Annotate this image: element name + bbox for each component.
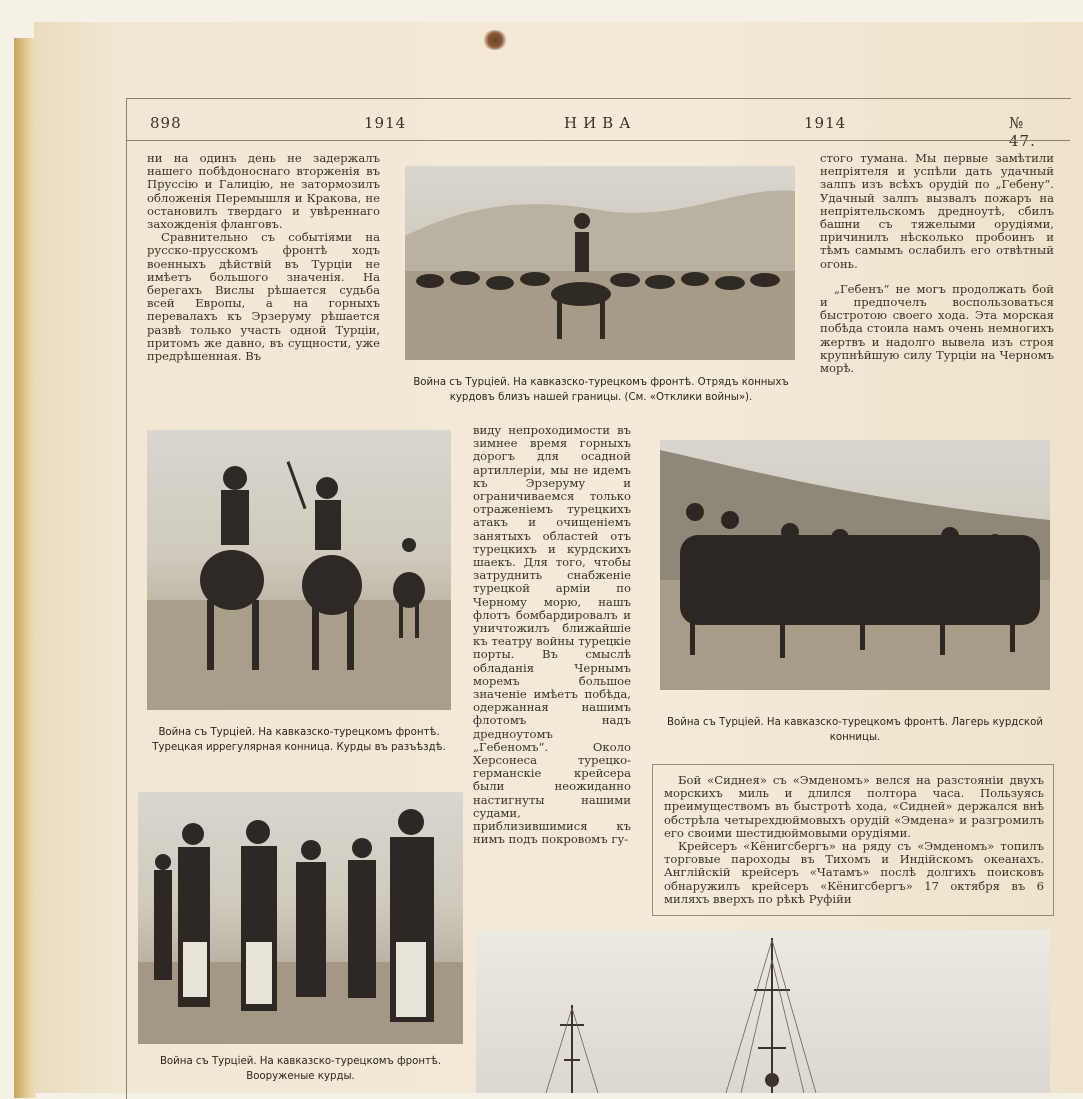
header-rule	[126, 140, 1070, 141]
paragraph: „Гебенъ“ не могъ продолжать бой и предпочелъ воспользоваться быстротою своего хода. Эта морская побѣда стоила намъ очень немногихъ жертвъ и надолго вывела изъ строя крупнѣйшую силу Турціи на Черномъ морѣ.	[820, 281, 1054, 376]
year-left: 1914	[364, 114, 407, 132]
photo-kurdish-cavalry-camp	[660, 440, 1050, 690]
year-right: 1914	[804, 114, 847, 132]
article-column-3	[820, 152, 1054, 375]
photo-kurdish-cavalry-detachment	[405, 166, 795, 360]
article-column-2	[473, 424, 631, 847]
paper-stain	[483, 30, 507, 50]
photo-cruiser-masts	[476, 930, 1050, 1093]
running-header	[126, 106, 1056, 150]
caption-top-photo: Война съ Турціей. На кавказско-турецкомъ фронтѣ. Отрядъ конныхъ курдовъ близъ нашей границы. (См. «Отклики войны»).	[413, 377, 789, 403]
caption-left-photo-2: Война съ Турціей. На кавказско-турецкомъ фронтѣ. Вооруженые курды.	[159, 1056, 442, 1082]
article-column-1	[147, 152, 380, 363]
photo-armed-kurds	[138, 792, 463, 1044]
paragraph: ни на одинъ день не задержалъ нашего побѣдоноснаго вторженія въ Пруссію и Галицію, не затормозилъ обложенія Перемышля и Кракова, не остановилъ твердаго и увѣреннаго захожденія фланговъ.	[147, 151, 380, 232]
issue-number: № 47.	[1009, 114, 1036, 150]
paragraph: виду непроходимости въ зимнее время горныхъ дорогъ для осадной артиллеріи, мы не идемъ къ Эрзеруму и ограничиваемся только отраженіемъ турецкихъ атакъ и очищеніемъ занятыхъ областей отъ турецкихъ и курдскихъ шаекъ. Для того, чтобы затруднить снабженіе турецкой арміи по Черному морю, нашъ флотъ бомбардировалъ и уничтожилъ ближайшіе къ театру войны турецкіе порты. Въ смыслѣ обладанія Чернымъ моремъ большое значеніе имѣетъ побѣда, одержанная нашимъ флотомъ надъ дредноутомъ „Гебеномъ“. Около Херсонеса турецко-германскіе крейсера были неожиданно настигнуты нашими судами, приблизившимися къ нимъ подъ покровомъ гу-	[473, 423, 631, 847]
magazine-title: НИВА	[564, 114, 637, 132]
paragraph: стого тумана. Мы первые замѣтили непріятеля и успѣли дать удачный залпъ изъ всѣхъ орудій по „Гебену“. Удачный залпъ вызвалъ пожаръ на непріятельскомъ дредноутѣ, сбилъ башни съ тяжелыми орудіями, причинилъ нѣсколько пробоинъ и тѣмъ самымъ ослабилъ его отвѣтный огонь.	[820, 151, 1054, 271]
photo-irregular-cavalry	[147, 430, 451, 710]
boxed-note	[664, 774, 1044, 906]
caption-right-photo: Война съ Турціей. На кавказско-турецкомъ фронтѣ. Лагерь курдской конницы.	[667, 717, 1043, 743]
paragraph: Сравнительно съ событіями на русско-прусскомъ фронтѣ ходъ военныхъ дѣйствій въ Турціи не имѣетъ большого значенія. На берегахъ Вислы рѣшается судьба всей Европы, а на горныхъ перевалахъ къ Эрзеруму рѣшается развѣ только участь одной Турціи, притомъ же давно, въ сущности, уже предрѣшенная. Въ	[147, 230, 380, 364]
paragraph: Крейсеръ «Кёнигсбергъ» на ряду съ «Эмденомъ» топилъ торговые пароходы въ Тихомъ и Индійскомъ океанахъ. Англійскій крейсеръ «Чатамъ» послѣ долгихъ поисковъ обнаружилъ крейсеръ «Кёнигсбергъ» 17 октября въ 6 миляхъ вверхъ по рѣкѣ Руфійи	[664, 839, 1044, 906]
book-spine	[14, 38, 36, 1098]
caption-left-photo-1: Война съ Турціей. На кавказско-турецкомъ фронтѣ. Турецкая иррегулярная конница. Курды въ разъѣздѣ.	[152, 727, 446, 753]
page-number: 898	[150, 114, 182, 132]
paragraph: Бой «Сиднея» съ «Эмденомъ» велся на разстояніи двухъ морскихъ миль и длился полтора часа. Пользуясь преимуществомъ въ быстротѣ хода, «Сидней» держался внѣ обстрѣла четырехдюймовыхъ орудій «Эмдена» и разгромилъ его своими шестидюймовыми орудіями.	[664, 773, 1044, 840]
